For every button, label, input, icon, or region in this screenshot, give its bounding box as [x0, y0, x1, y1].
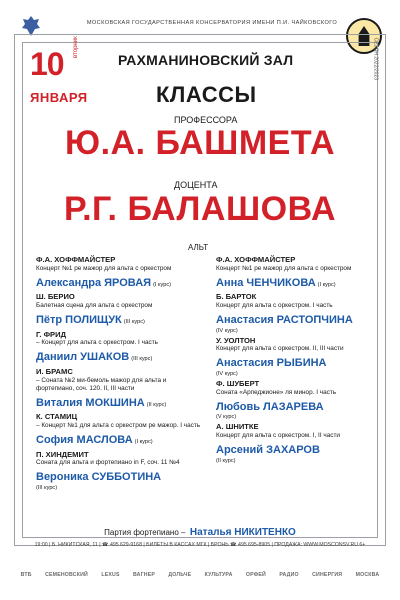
composer: К. СТАМИЦ [36, 412, 78, 422]
composer: Б. БАРТОК [216, 292, 257, 302]
work: – Концерт №1 для альта с оркестром ре мажор. I часть [36, 421, 201, 429]
performer [36, 393, 206, 411]
work: Концерт для альта с оркестром. I часть [216, 302, 333, 310]
program-entry [36, 451, 206, 491]
sponsor-logo: РАДИО [279, 572, 299, 578]
program-entry [36, 256, 206, 290]
composer: Ф.А. ХОФФМАЙСТЕР [36, 255, 116, 264]
performer-name: Александра ЯРОВАЯ [36, 276, 152, 289]
sponsor-logo: КУЛЬТУРА [204, 572, 233, 578]
performer [36, 467, 206, 485]
performer-name: Любовь ЛАЗАРЕВА [216, 400, 324, 413]
work: – Концерт для альта с оркестром. I часть [36, 339, 158, 347]
program-right-column [216, 256, 386, 467]
sponsor-logo: LEXUS [101, 572, 120, 578]
composer: Ф.А. ХОФФМАЙСТЕР [216, 255, 296, 264]
work: Концерт №1 ре мажор для альта с оркестром [216, 264, 352, 272]
performer-name: Анастасия РАСТОПЧИНА [216, 314, 353, 327]
performer-name: Пётр ПОЛИЩУК [36, 314, 122, 327]
performer-name: София МАСЛОВА [36, 433, 133, 446]
program-entry [216, 256, 386, 290]
performer [216, 440, 386, 458]
program-entry [216, 380, 386, 420]
date-day: 10 [30, 46, 64, 82]
sponsor-logo: ОРФЕЙ [245, 572, 266, 578]
course: (IV курс) [216, 370, 238, 377]
work: Балетная сцена для альта с оркестром [36, 302, 153, 310]
event-info-line: 19:00 | Б. НИКИТСКАЯ, 11 | ☎ 495 629-9168 | БИЛЕТЫ В КАССАХ МГК | БРОНЬ ☎ 495 695-8905 | ПРОДАЖА: WWW.MOSCONSV.RU 6+ [34, 542, 366, 548]
sponsor-logo: ВТБ [20, 572, 32, 578]
program-entry [216, 423, 386, 463]
program-entry [36, 368, 206, 410]
performer-name: Виталия МОКШИНА [36, 396, 145, 409]
performer-name: Вероника СУББОТИНА [36, 471, 162, 484]
performer [216, 310, 386, 328]
performer-name: Арсений ЗАХАРОВ [216, 443, 320, 456]
course: (I курс) [317, 281, 336, 288]
accompanist-name: Наталья НИКИТЕНКО [189, 527, 296, 538]
sponsor-logo: МОСКВА [355, 572, 380, 578]
work: Концерт №1 ре мажор для альта с оркестром [36, 264, 172, 272]
performer-name: Даниил УШАКОВ [36, 351, 130, 364]
course: (IV курс) [216, 327, 238, 334]
accompaniment [0, 522, 400, 540]
date-weekday: вторник [73, 36, 79, 58]
course: (II курс) [216, 457, 236, 464]
teacher2-name: Р.Г. БАЛАШОВА [64, 190, 336, 228]
instrument-label: АЛЬТ [188, 243, 209, 252]
course: (III курс) [123, 319, 145, 326]
course: (V курс) [216, 414, 237, 421]
composer: И. БРАМС [36, 366, 73, 376]
composer: У. УОЛТОН [216, 335, 256, 345]
course: (III курс) [36, 484, 58, 491]
sponsor-logo: СИНЕРГИЯ [312, 572, 343, 578]
performer [216, 273, 386, 291]
program-entry [216, 293, 386, 333]
work: Концерт для альта с оркестром. I, II части [216, 431, 340, 439]
institution-name: МОСКОВСКАЯ ГОСУДАРСТВЕННАЯ КОНСЕРВАТОРИЯ ИМЕНИ П.И. ЧАЙКОВСКОГО [86, 20, 338, 26]
sponsor-logo: СЕМЕНОВСКИЙ [45, 572, 88, 578]
performer [36, 310, 206, 328]
composer: Ф. ШУБЕРТ [216, 378, 260, 388]
program-entry [36, 293, 206, 327]
teacher2-role: ДОЦЕНТА [174, 180, 218, 190]
program-entry [36, 331, 206, 365]
course: (II курс) [146, 401, 167, 408]
performer [216, 353, 386, 371]
composer: А. ШНИТКЕ [216, 422, 259, 432]
performer [36, 430, 206, 448]
work: – Соната №2 ми-бемоль мажор для альта и фортепиано, соч. 120. II, III части [36, 376, 167, 392]
program-left-column [36, 256, 206, 494]
composer: Г. ФРИД [36, 329, 66, 339]
sponsor-strip [14, 560, 386, 590]
accompaniment-label: Партия фортепиано – [104, 528, 186, 537]
event-title: КЛАССЫ [156, 82, 257, 107]
work: Концерт для альта с оркестром. II, III части [216, 345, 344, 353]
teacher1-name: Ю.А. БАШМЕТА [65, 124, 335, 162]
sponsor-logo: ДОЛЬЧЕ [168, 572, 192, 578]
work: Соната «Арпеджионе» ля минор. I часть [216, 388, 337, 396]
course: (I курс) [153, 281, 172, 288]
composer: П. ХИНДЕМИТ [36, 449, 89, 459]
date-month: ЯНВАРЯ [30, 90, 88, 105]
teacher1-role: ПРОФЕССОРА [174, 115, 238, 125]
performer-name: Анна ЧЕНЧИКОВА [216, 276, 316, 289]
program-entry [216, 337, 386, 377]
season-label: СЕЗОН 2022/2023 [372, 37, 378, 80]
performer [36, 347, 206, 365]
work: Соната для альта и фортепиано in F, соч. 11 №4 [36, 459, 180, 467]
hall-name: РАХМАНИНОВСКИЙ ЗАЛ [118, 52, 294, 68]
composer: Ш. БЕРИО [36, 292, 75, 302]
program-entry [36, 413, 206, 447]
performer-name: Анастасия РЫБИНА [216, 357, 327, 370]
performer [36, 273, 206, 291]
sponsor-logo: ВАГНЕР [132, 572, 156, 578]
performer [216, 397, 386, 415]
course: (I курс) [134, 438, 153, 445]
course: (III курс) [131, 356, 153, 363]
